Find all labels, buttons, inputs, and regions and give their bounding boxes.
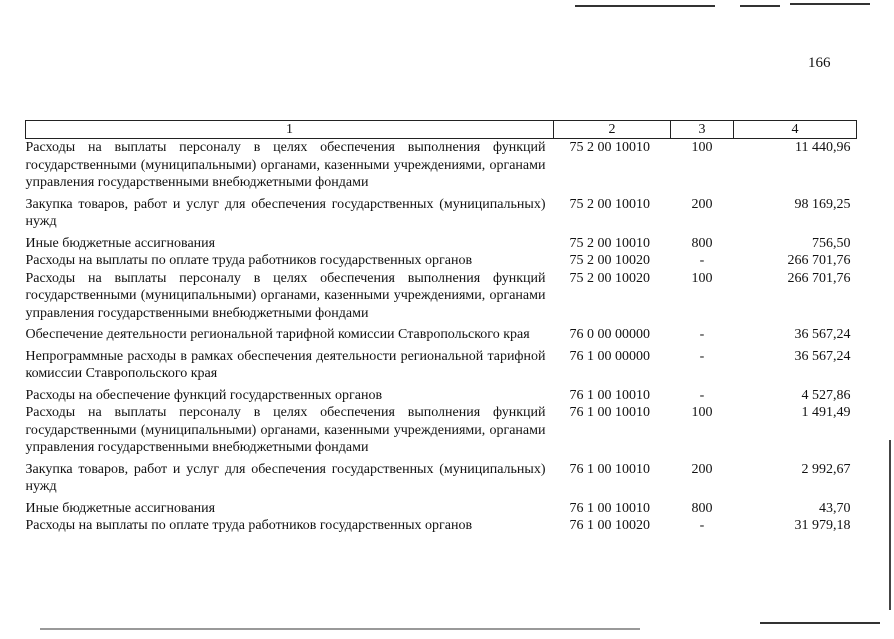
table-row xyxy=(26,461,857,500)
row-code: 76 1 00 00000 xyxy=(569,348,650,364)
row-name: Расходы на выплаты персоналу в целях обеспечения выполнения функций государственными (муниципальными) органами, казенными учреждениями, органами управления государственными внебюджетными фондами xyxy=(25,405,546,455)
row-name: Закупка товаров, работ и услуг для обеспечения государственных (муниципальных) нужд xyxy=(25,461,546,494)
row-name: Закупка товаров, работ и услуг для обеспечения государственных (муниципальных) нужд xyxy=(25,196,546,229)
header-row xyxy=(26,121,857,139)
row-type: - xyxy=(699,348,705,364)
scan-artifact xyxy=(790,3,870,5)
row-name: Непрограммные расходы в рамках обеспечения деятельности региональной тарифной комиссии Ставропольского края xyxy=(25,348,546,381)
row-code: 76 1 00 10020 xyxy=(569,518,650,533)
row-amount: 2 992,67 xyxy=(801,461,851,477)
row-amount: 43,70 xyxy=(819,500,851,516)
row-amount: 36 567,24 xyxy=(794,348,851,364)
row-amount: 1 491,49 xyxy=(801,405,851,420)
table-row xyxy=(26,500,857,518)
row-code: 76 0 00 00000 xyxy=(569,327,650,342)
row-type: - xyxy=(699,518,705,533)
table-row xyxy=(26,252,857,270)
row-amount: 756,50 xyxy=(812,235,851,251)
row-amount: 11 440,96 xyxy=(795,140,851,155)
table-row xyxy=(26,348,857,387)
row-type: - xyxy=(699,253,705,268)
row-type: 100 xyxy=(691,405,713,420)
table-row xyxy=(26,235,857,253)
row-code: 75 2 00 10020 xyxy=(569,253,650,268)
row-amount: 98 169,25 xyxy=(794,196,851,212)
row-type: 800 xyxy=(691,500,713,516)
header-col-1: 1 xyxy=(26,121,554,139)
row-amount: 266 701,76 xyxy=(787,253,851,268)
row-code: 75 2 00 10020 xyxy=(569,270,650,286)
row-code: 76 1 00 10010 xyxy=(569,387,650,403)
row-code: 75 2 00 10010 xyxy=(569,196,650,212)
row-name: Иные бюджетные ассигнования xyxy=(25,500,216,516)
header-col-3: 3 xyxy=(671,121,734,139)
row-name: Обеспечение деятельности региональной тарифной комиссии Ставропольского края xyxy=(25,327,530,342)
table-row xyxy=(26,139,857,196)
row-amount: 4 527,86 xyxy=(801,387,851,403)
row-type: 100 xyxy=(691,270,713,286)
row-code: 75 2 00 10010 xyxy=(569,235,650,251)
header-col-2: 2 xyxy=(554,121,671,139)
row-amount: 266 701,76 xyxy=(787,270,851,286)
row-name: Расходы на выплаты персоналу в целях обеспечения выполнения функций государственными (муниципальными) органами, казенными учреждениями, органами управления государственными внебюджетными фондами xyxy=(25,270,546,321)
table-row xyxy=(26,326,857,348)
row-amount: 31 979,18 xyxy=(794,518,851,533)
scan-artifact xyxy=(740,5,780,7)
page-number: 166 xyxy=(808,55,831,71)
header-col-4: 4 xyxy=(734,121,857,139)
row-type: - xyxy=(699,327,705,342)
row-name: Иные бюджетные ассигнования xyxy=(25,235,216,251)
budget-table xyxy=(25,120,857,535)
table-row xyxy=(26,517,857,535)
row-name: Расходы на выплаты по оплате труда работников государственных органов xyxy=(25,518,473,533)
table-row xyxy=(26,270,857,327)
scan-artifact xyxy=(40,628,640,630)
scan-artifact xyxy=(575,5,715,7)
row-code: 75 2 00 10010 xyxy=(569,140,650,155)
row-code: 76 1 00 10010 xyxy=(569,461,650,477)
row-type: 200 xyxy=(691,461,713,477)
row-code: 76 1 00 10010 xyxy=(569,500,650,516)
scan-artifact xyxy=(760,622,880,624)
row-type: 200 xyxy=(691,196,713,212)
row-code: 76 1 00 10010 xyxy=(569,405,650,420)
table-row xyxy=(26,196,857,235)
table-row xyxy=(26,404,857,461)
row-name: Расходы на выплаты персоналу в целях обеспечения выполнения функций государственными (муниципальными) органами, казенными учреждениями, органами управления государственными внебюджетными фондами xyxy=(25,140,546,190)
table-row xyxy=(26,387,857,405)
row-type: - xyxy=(699,387,705,403)
scan-artifact xyxy=(889,440,891,610)
row-name: Расходы на выплаты по оплате труда работников государственных органов xyxy=(25,253,473,268)
row-type: 100 xyxy=(691,140,713,155)
row-name: Расходы на обеспечение функций государственных органов xyxy=(25,387,383,403)
row-amount: 36 567,24 xyxy=(794,327,851,342)
row-type: 800 xyxy=(691,235,713,251)
